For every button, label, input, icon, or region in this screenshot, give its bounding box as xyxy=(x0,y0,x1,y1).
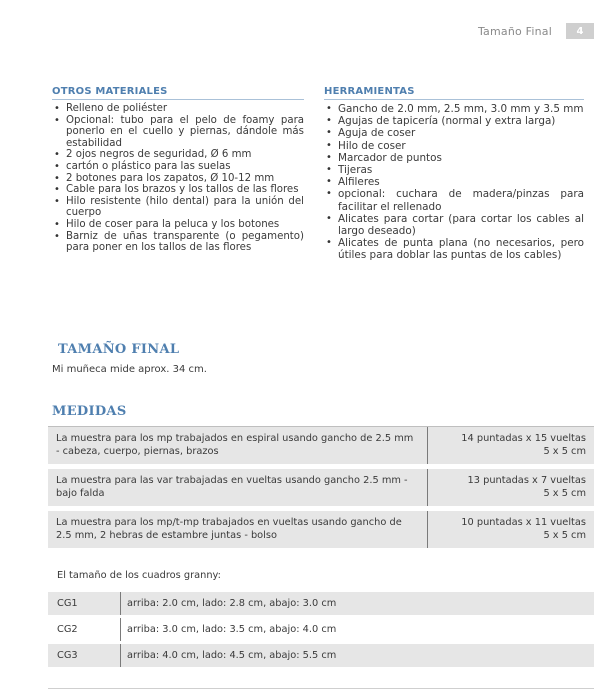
gauge-size: 5 x 5 cm xyxy=(543,487,586,499)
gauge-value xyxy=(428,469,594,506)
list-item: • Cable para los brazos y los tallos de las flores xyxy=(52,184,304,196)
gauge-description: La muestra para los mp/t-mp trabajados en vueltas usando gancho de 2.5 mm, 2 hebras de estambre juntas - bolso xyxy=(48,511,428,548)
table-row xyxy=(48,511,594,553)
list-item: • Alicates de punta plana (no necesarios, pero útiles para doblar las puntas de los cables) xyxy=(324,237,584,261)
herramientas-heading: HERRAMIENTAS xyxy=(324,86,584,100)
gauge-value xyxy=(428,427,594,464)
tamano-final-text: Mi muñeca mide aprox. 34 cm. xyxy=(52,364,207,375)
granny-code: CG1 xyxy=(57,598,78,609)
list-item: • Barniz de uñas transparente (o pegamento) para poner en los tallos de las flores xyxy=(52,231,304,254)
list-item: • Aguja de coser xyxy=(324,127,584,139)
list-item: • Alicates para cortar (para cortar los cables al largo deseado) xyxy=(324,213,584,237)
gauge-size: 5 x 5 cm xyxy=(543,529,586,541)
table-row xyxy=(48,469,594,511)
gauge-stitches: 13 puntadas x 7 vueltas xyxy=(467,475,586,486)
table-row xyxy=(48,644,594,670)
granny-title: El tamaño de los cuadros granny: xyxy=(57,570,221,581)
gauge-stitches: 10 puntadas x 11 vueltas xyxy=(461,517,586,528)
granny-sizes: arriba: 2.0 cm, lado: 2.8 cm, abajo: 3.0 cm xyxy=(120,592,594,615)
herramientas-list xyxy=(324,103,584,262)
granny-code: CG2 xyxy=(57,624,78,635)
gauge-value xyxy=(428,511,594,548)
granny-sizes: arriba: 4.0 cm, lado: 4.5 cm, abajo: 5.5 cm xyxy=(120,644,594,667)
list-item: • Agujas de tapicería (normal y extra larga) xyxy=(324,115,584,127)
otros-materiales-list xyxy=(52,103,304,254)
table-row xyxy=(48,618,594,644)
list-item: • Gancho de 2.0 mm, 2.5 mm, 3.0 mm y 3.5 mm xyxy=(324,103,584,115)
table-divider xyxy=(48,688,594,689)
tamano-final-title: TAMAÑO FINAL xyxy=(58,342,180,357)
list-item: • Hilo de coser xyxy=(324,140,584,152)
list-item: • cartón o plástico para las suelas xyxy=(52,161,304,173)
gauge-size: 5 x 5 cm xyxy=(543,445,586,457)
herramientas-section xyxy=(324,86,584,262)
granny-sizes: arriba: 3.0 cm, lado: 3.5 cm, abajo: 4.0 cm xyxy=(120,618,594,641)
granny-table xyxy=(48,592,594,670)
table-row xyxy=(48,592,594,618)
gauge-stitches: 14 puntadas x 15 vueltas xyxy=(461,433,586,444)
table-row xyxy=(48,427,594,469)
otros-materiales-section xyxy=(52,86,304,254)
list-item: • 2 botones para los zapatos, Ø 10-12 mm xyxy=(52,173,304,185)
page-number: 4 xyxy=(566,23,594,39)
list-item: • Hilo resistente (hilo dental) para la unión del cuerpo xyxy=(52,196,304,219)
page-header xyxy=(478,23,594,39)
granny-code: CG3 xyxy=(57,650,78,661)
list-item: • Opcional: tubo para el pelo de foamy para ponerlo en el cuello y piernas, dándole más estabilidad xyxy=(52,115,304,150)
list-item: • Hilo de coser para la peluca y los botones xyxy=(52,219,304,231)
list-item: • Relleno de poliéster xyxy=(52,103,304,115)
header-title: Tamaño Final xyxy=(477,24,552,38)
gauge-description: La muestra para las var trabajadas en vueltas usando gancho 2.5 mm - bajo falda xyxy=(48,469,428,506)
list-item: • opcional: cuchara de madera/pinzas para facilitar el rellenado xyxy=(324,188,584,212)
list-item: • Tijeras xyxy=(324,164,584,176)
list-item: • Marcador de puntos xyxy=(324,152,584,164)
list-item: • 2 ojos negros de seguridad, Ø 6 mm xyxy=(52,149,304,161)
medidas-title: MEDIDAS xyxy=(52,404,127,419)
gauge-table xyxy=(48,426,594,553)
list-item: • Alfileres xyxy=(324,176,584,188)
gauge-description: La muestra para los mp trabajados en espiral usando gancho de 2.5 mm - cabeza, cuerpo, piernas, brazos xyxy=(48,427,428,464)
otros-materiales-heading: OTROS MATERIALES xyxy=(52,86,304,100)
